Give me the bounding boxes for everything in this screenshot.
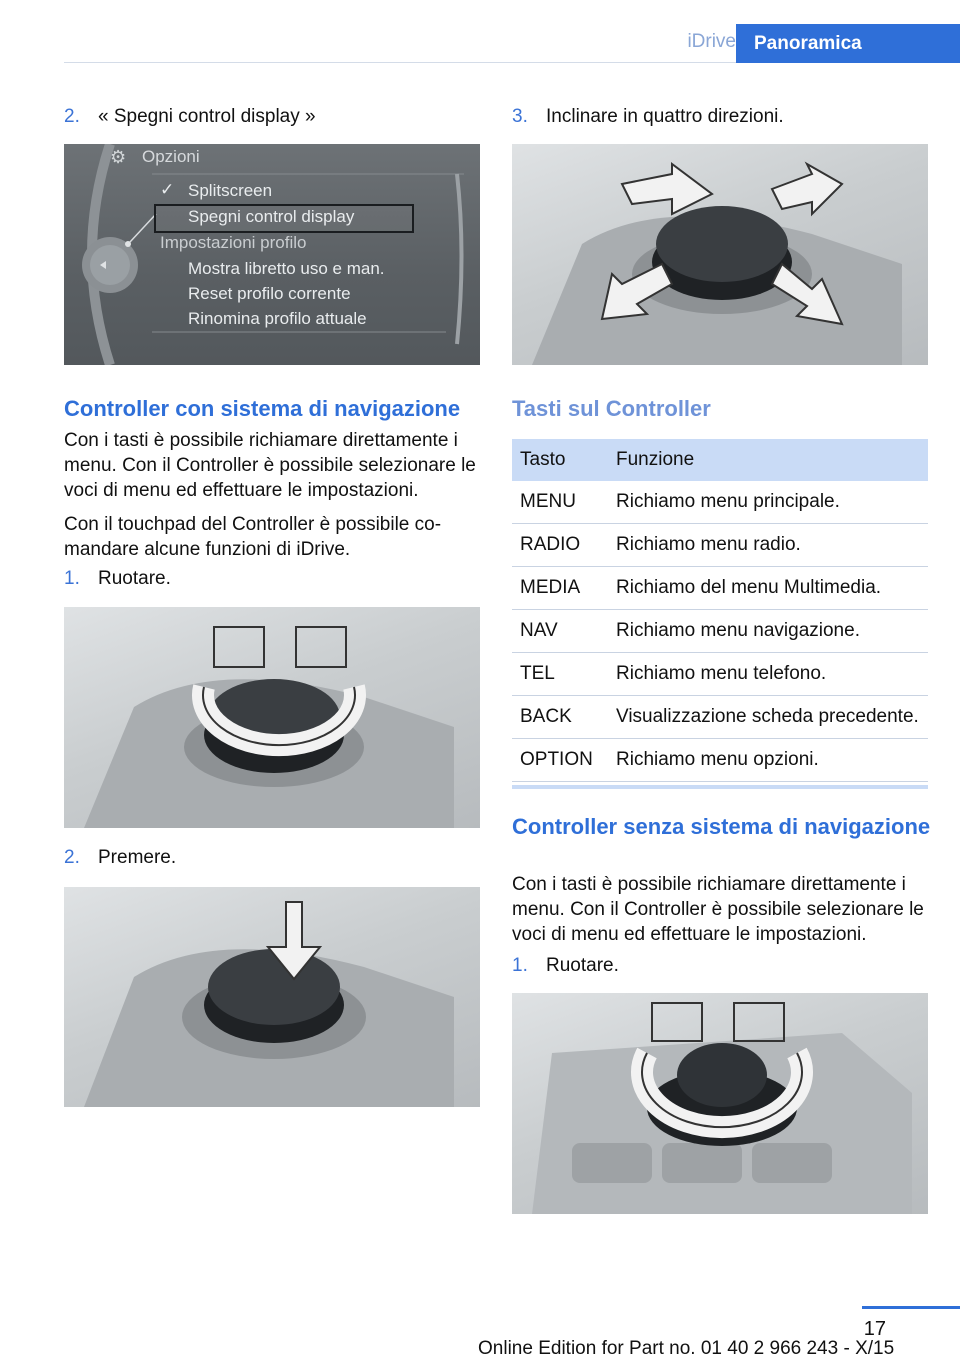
- step-number: 2.: [64, 847, 80, 868]
- table-cell-function: Richiamo menu principale.: [608, 481, 928, 524]
- table-bottom-rule: [512, 785, 928, 789]
- menu-item-rinomina: Rinomina profilo attuale: [188, 309, 367, 328]
- rotate-illustration-no-nav: [512, 993, 928, 1214]
- menu-item-libretto: Mostra libretto uso e man.: [188, 259, 385, 278]
- table-cell-function: Richiamo menu opzioni.: [608, 739, 928, 782]
- controller-press-graphic: [64, 887, 480, 1107]
- table-cell-function: Richiamo menu radio.: [608, 524, 928, 567]
- table-header-cell: Funzione: [608, 439, 928, 481]
- gear-icon: ⚙: [110, 147, 127, 167]
- controller-rotate-graphic: [64, 607, 480, 828]
- table-row: [512, 696, 928, 739]
- table-row: [512, 567, 928, 610]
- step-text: Premere.: [98, 847, 177, 868]
- page-number: 17: [863, 1318, 886, 1340]
- table-cell-function: Visualizzazione scheda precedente.: [608, 696, 928, 739]
- footer-edition: Online Edition for Part no. 01 40 2 966 243 - X/15: [478, 1338, 895, 1359]
- section-heading: Controller senza sistema di navigazione: [512, 814, 931, 839]
- step-text: « Spegni control display »: [98, 106, 316, 127]
- table-row: [512, 481, 928, 524]
- table-cell-function: Richiamo del menu Multimedia.: [608, 567, 928, 610]
- table-cell-key: TEL: [512, 653, 608, 696]
- page-number-rule: [862, 1306, 960, 1309]
- table-cell-function: Richiamo menu navigazione.: [608, 610, 928, 653]
- table-cell-key: MEDIA: [512, 567, 608, 610]
- table-row: [512, 524, 928, 567]
- intro-paragraph: Con i tasti è possibile richiamare direttamente i menu. Con il Controller è possibile selezionare le voci di menu ed effettuare le impostazioni.: [512, 874, 924, 945]
- table-row: [512, 610, 928, 653]
- press-illustration: [64, 887, 480, 1107]
- table-cell-function: Richiamo menu telefono.: [608, 653, 928, 696]
- step-text: Ruotare.: [546, 955, 619, 976]
- table-cell-key: MENU: [512, 481, 608, 524]
- table-heading: Tasti sul Controller: [512, 396, 711, 421]
- table-cell-key: OPTION: [512, 739, 608, 782]
- table-header-row: [512, 439, 928, 481]
- menu-item-splitscreen: Splitscreen: [188, 181, 273, 200]
- step-number: 1.: [64, 568, 80, 589]
- table-cell-key: BACK: [512, 696, 608, 739]
- menu-title: Opzioni: [142, 147, 200, 166]
- step-number: 3.: [512, 106, 528, 127]
- step-number: 1.: [512, 955, 528, 976]
- rotate-illustration: [64, 607, 480, 828]
- buttons-table: [512, 439, 928, 782]
- table-cell-key: NAV: [512, 610, 608, 653]
- menu-item-profilo: Impostazioni profilo: [160, 233, 307, 252]
- header-tab: Panoramica: [736, 24, 960, 63]
- header-section: iDrive: [687, 31, 736, 52]
- menu-item-spegni: Spegni control display: [188, 207, 355, 226]
- menu-item-reset: Reset profilo corrente: [188, 284, 351, 303]
- check-icon: ✓: [160, 180, 175, 199]
- intro-paragraph: Con i tasti è possibile richiamare direttamente i menu. Con il Controller è possibile selezionare le voci di menu ed effettuare le impostazioni.: [64, 430, 476, 501]
- table-header-cell: Tasto: [512, 439, 608, 481]
- touchpad-paragraph: Con il touchpad del Controller è possibile comandare alcune funzioni di iDrive.: [64, 514, 442, 560]
- table-row: [512, 739, 928, 782]
- step-number: 2.: [64, 106, 80, 127]
- controller-ring-graphic: [64, 144, 480, 365]
- section-heading: Controller con sistema di navigazione: [64, 396, 461, 421]
- step-text: Inclinare in quattro direzioni.: [546, 106, 784, 127]
- step-text: Ruotare.: [98, 568, 171, 589]
- tilt-illustration: [512, 144, 928, 365]
- table-row: [512, 653, 928, 696]
- controller-tilt-graphic: [512, 144, 928, 365]
- controller-rotate-graphic: [512, 993, 928, 1214]
- menu-screenshot: [64, 144, 480, 365]
- table-cell-key: RADIO: [512, 524, 608, 567]
